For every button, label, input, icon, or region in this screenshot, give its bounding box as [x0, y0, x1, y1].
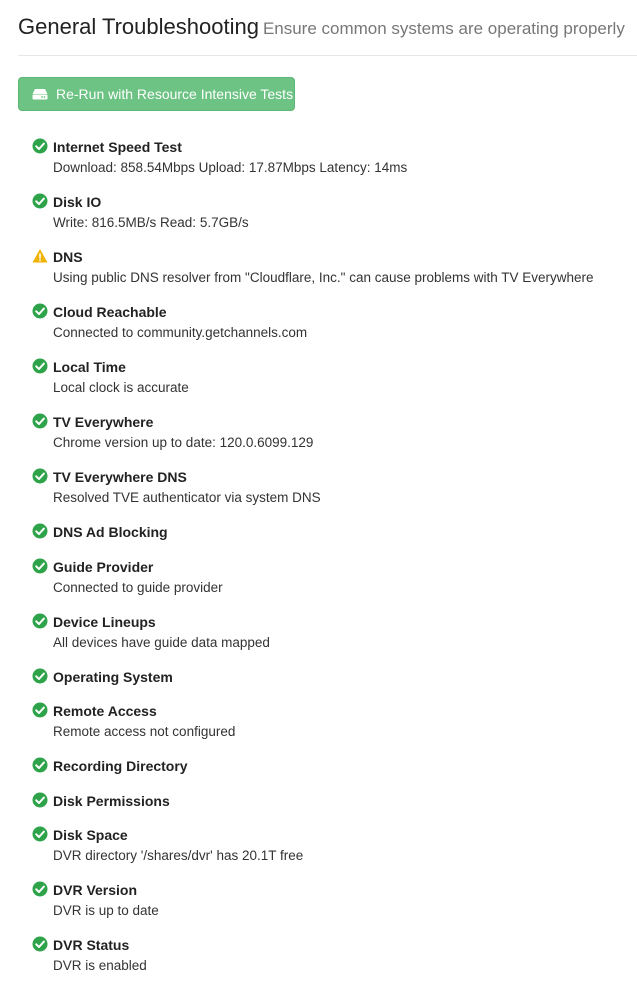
- check-name: Cloud Reachable: [53, 304, 167, 320]
- check-detail: Resolved TVE authenticator via system DNS: [53, 490, 321, 505]
- check-name: Guide Provider: [53, 558, 154, 575]
- check-circle-icon: [32, 138, 48, 154]
- check-circle-icon: [32, 936, 48, 952]
- check-name: Remote Access: [53, 703, 157, 719]
- check-name: DVR Status: [53, 937, 130, 953]
- check-detail: Connected to community.getchannels.com: [53, 325, 308, 340]
- check-name: Device Lineups: [53, 613, 156, 630]
- check-name: Disk Space: [53, 827, 128, 843]
- check-name: Disk Permissions: [53, 792, 170, 809]
- check-detail: Download: 858.54Mbps Upload: 17.87Mbps Latency: 14ms: [53, 160, 408, 175]
- check-detail: All devices have guide data mapped: [53, 634, 270, 650]
- check-circle-icon: [32, 358, 48, 374]
- check-detail: Chrome version up to date: 120.0.6099.129: [53, 435, 314, 450]
- check-name: Disk IO: [53, 194, 102, 210]
- check-circle-icon: [32, 881, 48, 897]
- check-circle-icon: [32, 826, 48, 842]
- page-title: General Troubleshooting: [18, 14, 259, 39]
- check-detail: Using public DNS resolver from "Cloudflare, Inc." can cause problems with TV Everywhere: [53, 270, 594, 285]
- rerun-tests-button[interactable]: [18, 77, 295, 111]
- check-name: Operating System: [53, 668, 173, 685]
- check-circle-icon: [32, 413, 48, 429]
- check-circle-icon: [32, 613, 48, 629]
- check-name: DVR Version: [53, 882, 138, 898]
- check-circle-icon: [32, 792, 48, 808]
- check-circle-icon: [32, 668, 48, 684]
- page-header: [18, 14, 637, 56]
- check-circle-icon: [32, 757, 48, 773]
- check-name: Local Time: [53, 359, 126, 375]
- rerun-tests-button-label: Re-Run with Resource Intensive Tests: [56, 86, 294, 102]
- warning-icon: [32, 248, 48, 264]
- check-detail: Connected to guide provider: [53, 579, 223, 595]
- check-name: TV Everywhere DNS: [53, 469, 187, 485]
- check-circle-icon: [32, 702, 48, 718]
- check-name: TV Everywhere: [53, 414, 154, 430]
- check-circle-icon: [32, 303, 48, 319]
- check-name: Recording Directory: [53, 758, 188, 774]
- check-detail: Write: 816.5MB/s Read: 5.7GB/s: [53, 215, 249, 230]
- check-name: DNS Ad Blocking: [53, 524, 168, 540]
- check-detail: Local clock is accurate: [53, 380, 189, 395]
- check-name: Internet Speed Test: [53, 139, 182, 155]
- check-circle-icon: [32, 193, 48, 209]
- page-subtitle: Ensure common systems are operating properly: [262, 19, 625, 38]
- check-detail: Remote access not configured: [53, 724, 236, 739]
- check-circle-icon: [32, 468, 48, 484]
- check-detail: DVR is enabled: [53, 958, 147, 973]
- check-circle-icon: [32, 523, 48, 539]
- hard-drive-icon: [32, 88, 48, 100]
- check-name: DNS: [53, 249, 83, 265]
- check-detail: DVR directory '/shares/dvr' has 20.1T free: [53, 848, 304, 863]
- check-detail: DVR is up to date: [53, 903, 159, 918]
- check-circle-icon: [32, 558, 48, 574]
